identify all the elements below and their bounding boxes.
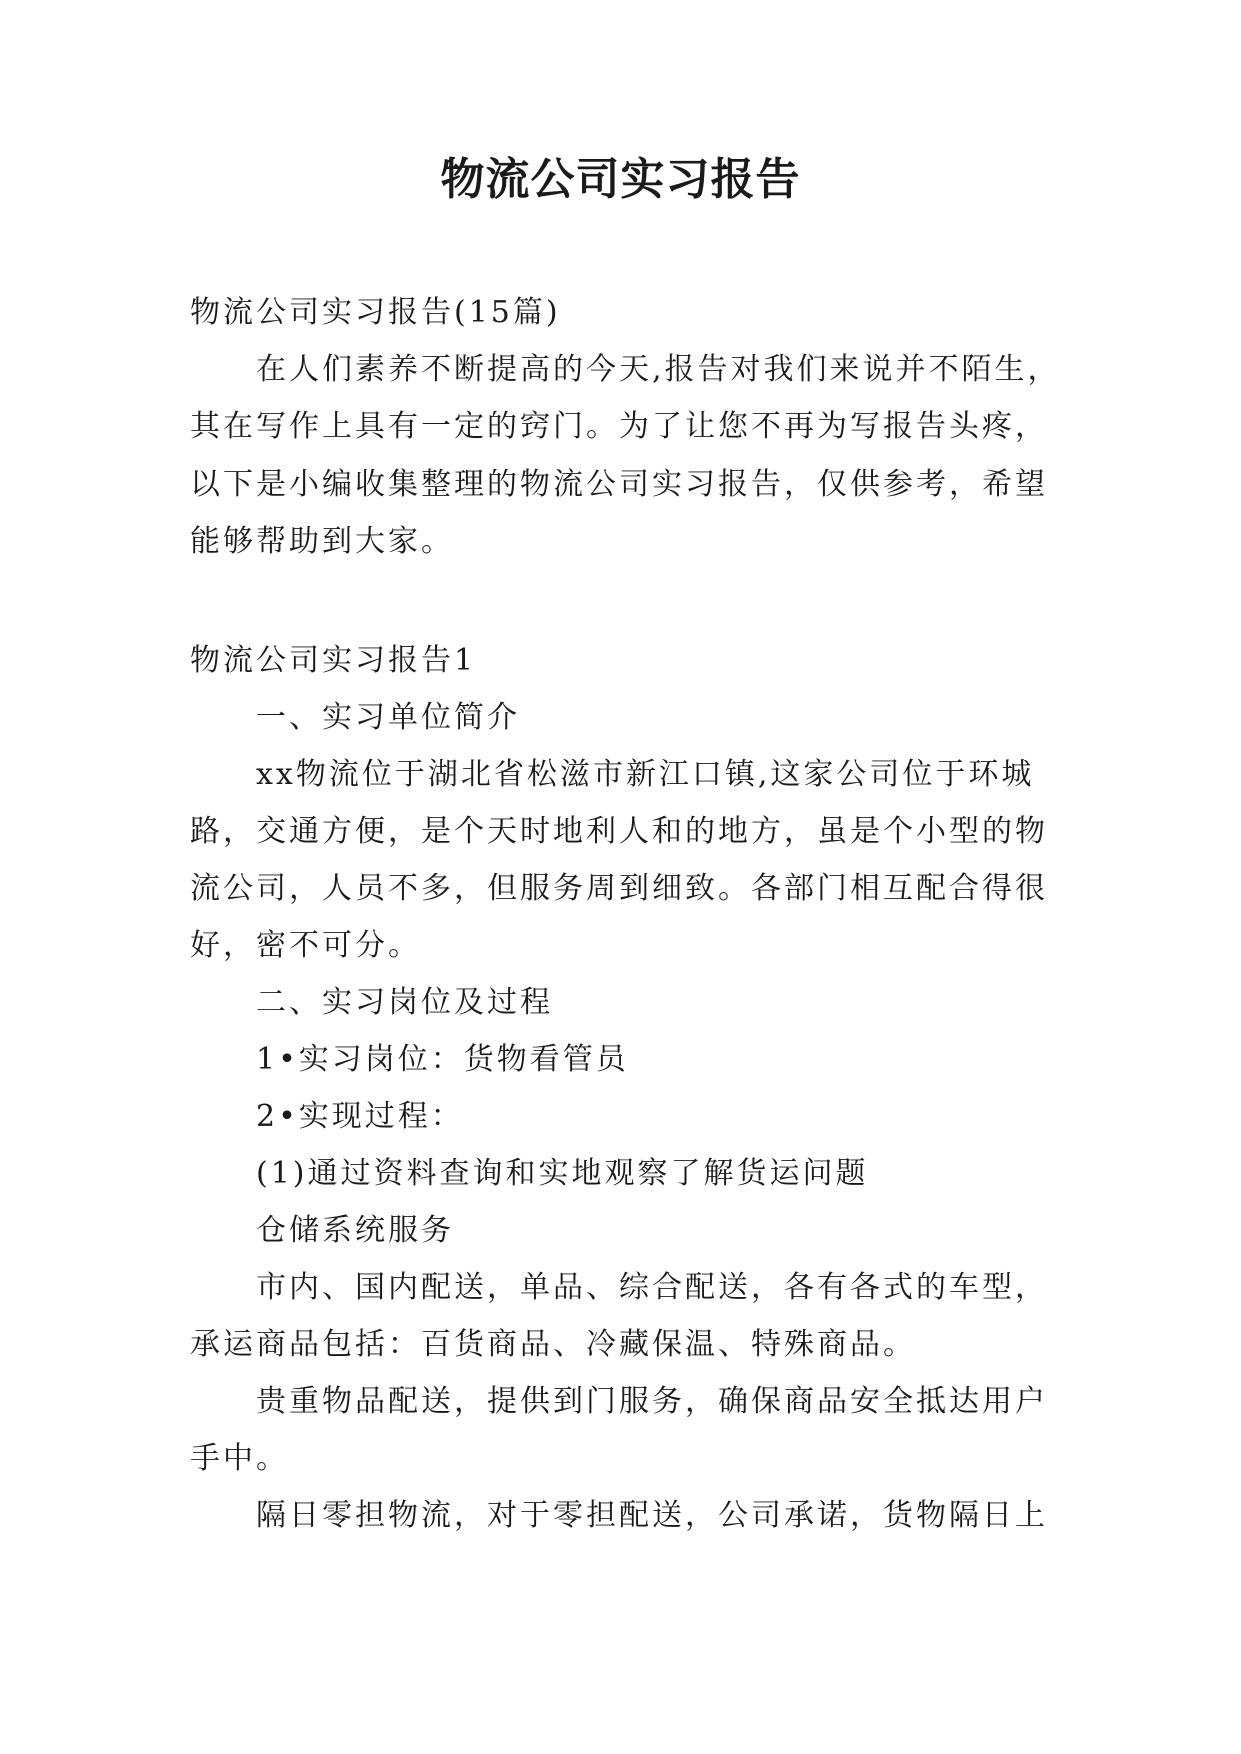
body-line: 仓储系统服务 xyxy=(256,1213,454,1248)
subtitle-line: 物流公司实习报告(15篇) xyxy=(190,295,561,330)
body-line: 隔日零担物流，对于零担配送，公司承诺，货物隔日上 xyxy=(256,1498,1048,1533)
body-line: 手中。 xyxy=(190,1441,289,1476)
section-heading-1: 物流公司实习报告1 xyxy=(190,643,477,678)
body-line: 路，交通方便，是个天时地利人和的地方，虽是个小型的物 xyxy=(190,814,1048,849)
intro-line-4: 能够帮助到大家。 xyxy=(190,524,454,559)
body-line: 市内、国内配送，单品、综合配送，各有各式的车型， xyxy=(256,1270,1048,1305)
intro-line-3: 以下是小编收集整理的物流公司实习报告，仅供参考，希望 xyxy=(190,467,1048,502)
body-line: 承运商品包括：百货商品、冷藏保温、特殊商品。 xyxy=(190,1327,916,1362)
body-line: xx物流位于湖北省松滋市新江口镇,这家公司位于环城 xyxy=(256,757,1035,792)
document-title: 物流公司实习报告 xyxy=(440,154,801,205)
list-item: (1)通过资料查询和实地观察了解货运问题 xyxy=(256,1156,869,1191)
body-line: 贵重物品配送，提供到门服务，确保商品安全抵达用户 xyxy=(256,1384,1048,1419)
intro-line-2: 其在写作上具有一定的窍门。为了让您不再为写报告头疼， xyxy=(190,409,1048,444)
list-item: 2•实现过程： xyxy=(256,1099,464,1134)
subheading-unit-intro: 一、实习单位简介 xyxy=(256,700,520,735)
intro-line-1: 在人们素养不断提高的今天,报告对我们来说并不陌生， xyxy=(256,352,1061,387)
subheading-position-process: 二、实习岗位及过程 xyxy=(256,985,553,1020)
body-line: 好，密不可分。 xyxy=(190,928,421,963)
body-line: 流公司，人员不多，但服务周到细致。各部门相互配合得很 xyxy=(190,871,1048,906)
list-item: 1•实习岗位：货物看管员 xyxy=(256,1042,629,1077)
